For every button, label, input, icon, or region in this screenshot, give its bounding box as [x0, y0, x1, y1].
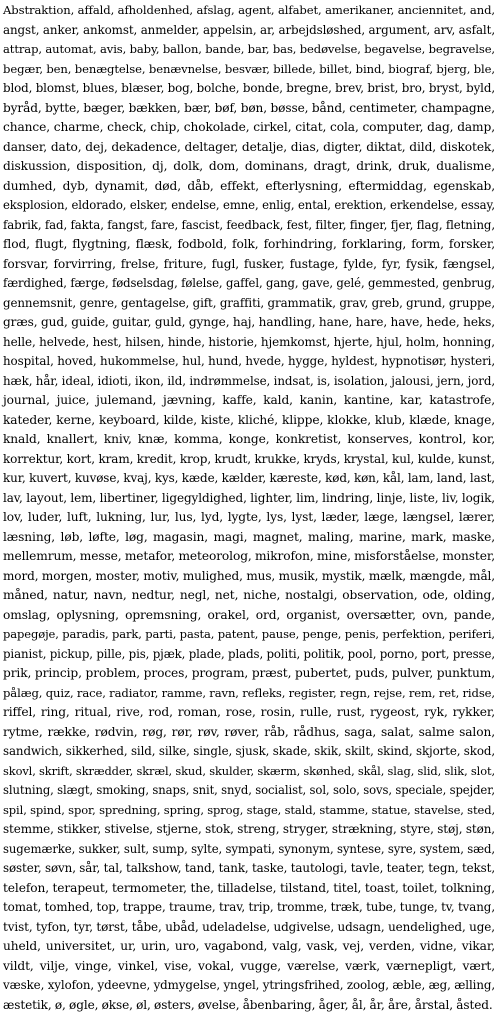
text-line: rytme, række, rødvin, røg, rør, røv, røver, råb, rådhus, saga, salat, salme salon,: [3, 723, 495, 743]
text-line: lov, luder, luft, lukning, lur, lus, lyd, lygte, lys, lyst, læder, læge, længsel, lærer,: [3, 508, 495, 528]
text-line: dumhed, dyb, dynamit, død, dåb, effekt, efterlysning, eftermiddag, egenskab,: [3, 177, 495, 197]
text-line: papegøje, paradis, park, parti, pasta, patent, pause, penge, penis, perfektion, periferi,: [3, 625, 495, 645]
text-line: eksplosion, eldorado, elsker, endelse, emne, enlig, ental, erektion, erkendelse, essay,: [3, 196, 495, 216]
text-line: mord, morgen, moster, motiv, mulighed, mus, musik, mystik, mælk, mængde, mål,: [3, 567, 495, 587]
text-line: kateder, kerne, keyboard, kilde, kiste, kliché, klippe, klokke, klub, klæde, knage,: [3, 411, 495, 431]
text-line: telefon, terapeut, termometer, the, tilladelse, tilstand, titel, toast, toilet, tolkning,: [3, 879, 495, 899]
text-line: flod, flugt, flygtning, flæsk, fodbold, folk, forhindring, forklaring, form, forsker,: [3, 235, 495, 255]
text-line: stemme, stikker, stivelse, stjerne, stok, streng, stryger, strækning, styre, støj, støn,: [3, 820, 495, 840]
text-line: måned, natur, navn, nedtur, negl, net, niche, nostalgi, observation, ode, olding,: [3, 586, 495, 606]
text-line: mellemrum, messe, metafor, meteorolog, mikrofon, mine, misforståelse, monster,: [3, 547, 495, 567]
text-line: korrektur, kort, kram, kredit, krop, krudt, krukke, kryds, krystal, kul, kulde, kunst,: [3, 450, 495, 470]
text-line: pålæg, quiz, race, radiator, ramme, ravn, refleks, register, regn, rejse, rem, ret, ridse,: [3, 684, 495, 704]
text-line: hæk, hår, ideal, idioti, ikon, ild, indrømmelse, indsat, is, isolation, jalousi, jern, jord,: [3, 372, 495, 392]
text-line: prik, princip, problem, proces, program, præst, pubertet, puds, pulver, punktum,: [3, 664, 495, 684]
text-line: diskussion, disposition, dj, dolk, dom, dominans, dragt, drink, druk, dualisme,: [3, 157, 495, 177]
text-line: knald, knallert, kniv, knæ, komma, konge, konkretist, konserves, kontrol, kor,: [3, 430, 495, 450]
text-line: tomat, tomhed, top, trappe, traume, trav, trip, tromme, træk, tube, tunge, tv, tvang,: [3, 898, 495, 918]
text-line: hospital, hoved, hukommelse, hul, hund, hvede, hygge, hyldest, hypnotisør, hysteri,: [3, 352, 495, 372]
text-line: angst, anker, ankomst, anmelder, appelsin, ar, arbejdsløshed, argument, arv, asfalt,: [3, 21, 495, 41]
text-line: kur, kuvert, kuvøse, kvaj, kys, kæde, kælder, kæreste, kød, køn, kål, lam, land, last,: [3, 469, 495, 489]
text-line: spil, spind, spor, spredning, spring, sprog, stage, stald, stamme, statue, stavelse, sted,: [3, 801, 495, 821]
text-line: slutning, slægt, smoking, snaps, snit, snyd, socialist, sol, solo, sovs, speciale, spejder,: [3, 781, 495, 801]
text-line: læsning, løb, løfte, løg, magasin, magi, magnet, maling, marine, mark, maske,: [3, 528, 495, 548]
text-line: væske, xylofon, ydeevne, ydmygelse, yngel, ytringsfrihed, zoolog, æble, æg, ælling,: [3, 976, 495, 996]
text-line: tvist, tyfon, tyr, tørst, tåbe, ubåd, udeladelse, udgivelse, udsagn, uendelighed, uge,: [3, 918, 495, 938]
text-line: skovl, skrift, skrædder, skræl, skud, skulder, skærm, skønhed, skål, slag, slid, slik, slot,: [3, 762, 495, 782]
text-line: danser, dato, dej, dekadence, deltager, detalje, dias, digter, diktat, dild, diskotek,: [3, 138, 495, 158]
text-line: sugemærke, sukker, sult, sump, sylte, sympati, synonym, syntese, syre, system, sæd,: [3, 840, 495, 860]
text-line: søster, søvn, sår, tal, talkshow, tand, tank, taske, tautologi, tavle, teater, tegn, tekst,: [3, 859, 495, 879]
text-line: chance, charme, check, chip, chokolade, cirkel, citat, cola, computer, dag, damp,: [3, 118, 495, 138]
text-line: forsvar, forvirring, frelse, friture, fugl, fusker, fustage, fylde, fyr, fysik, fængsel,: [3, 255, 495, 275]
text-line: æstetik, ø, øgle, økse, øl, østers, øvelse, åbenbaring, åger, ål, år, åre, årstal, åsted.: [3, 996, 495, 1015]
text-line: riffel, ring, ritual, rive, rod, roman, rose, rosin, rulle, rust, rygeost, ryk, rykker,: [3, 703, 495, 723]
text-line: attrap, automat, avis, baby, ballon, bande, bar, bas, bedøvelse, begavelse, begravelse,: [3, 40, 495, 60]
text-line: Abstraktion, affald, afholdenhed, afslag, agent, alfabet, amerikaner, anciennitet, and,: [3, 1, 495, 21]
text-line: lav, layout, lem, libertiner, ligegyldighed, lighter, lim, lindring, linje, liste, liv, logik,: [3, 489, 495, 509]
text-line: omslag, oplysning, opremsning, orakel, ord, organist, oversætter, ovn, pande,: [3, 606, 495, 626]
text-line: fabrik, fad, fakta, fangst, fare, fascist, feedback, fest, filter, finger, fjer, flag, fletning,: [3, 216, 495, 236]
text-line: helle, helvede, hest, hilsen, hinde, historie, hjemkomst, hjerte, hjul, holm, honning,: [3, 333, 495, 353]
text-line: græs, gud, guide, guitar, guld, gynge, haj, handling, hane, hare, have, hede, heks,: [3, 313, 495, 333]
text-line: gennemsnit, genre, gentagelse, gift, graffiti, grammatik, grav, greb, grund, gruppe,: [3, 294, 495, 314]
text-line: uheld, universitet, ur, urin, uro, vagabond, valg, vask, vej, verden, vidne, vikar,: [3, 937, 495, 957]
word-list-paragraph: [3, 1, 495, 1015]
text-line: byråd, bytte, bæger, bækken, bær, bøf, bøn, bøsse, bånd, centimeter, champagne,: [3, 99, 495, 119]
text-line: pianist, pickup, pille, pis, pjæk, plade, plads, politi, politik, pool, porno, port, presse,: [3, 645, 495, 665]
text-line: blod, blomst, blues, blæser, bog, bolche, bonde, bregne, brev, brist, bro, bryst, byld,: [3, 79, 495, 99]
text-line: begær, ben, benægtelse, benævnelse, besvær, billede, billet, bind, biograf, bjerg, ble,: [3, 60, 495, 80]
text-line: journal, juice, julemand, jævning, kaffe, kald, kanin, kantine, kar, katastrofe,: [3, 391, 495, 411]
text-line: vildt, vilje, vinge, vinkel, vise, vokal, vugge, værelse, værk, værnepligt, vært,: [3, 957, 495, 977]
text-line: færdighed, færge, fødselsdag, følelse, gaffel, gang, gave, gelé, gemmested, genbrug,: [3, 274, 495, 294]
text-line: sandwich, sikkerhed, sild, silke, single, sjusk, skade, skik, skilt, skind, skjorte, skod,: [3, 742, 495, 762]
